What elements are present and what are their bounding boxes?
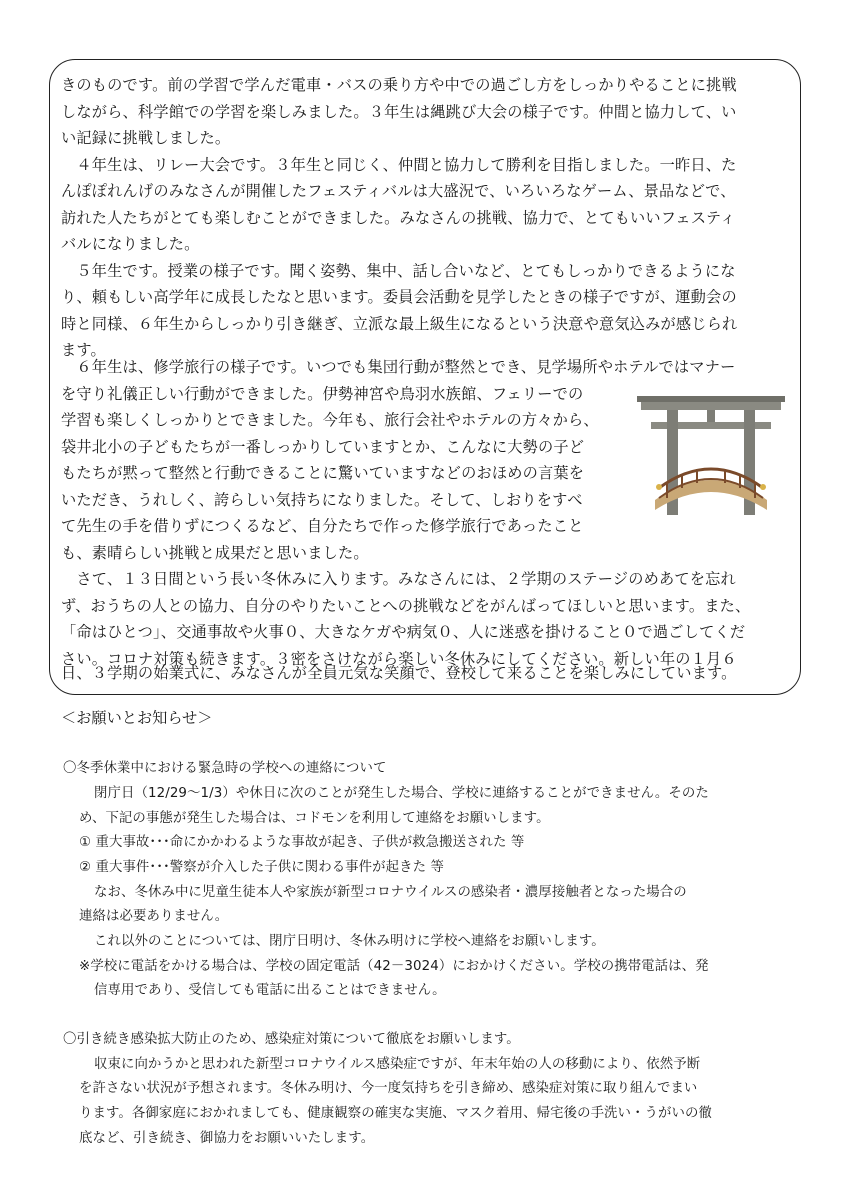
notice-line: ※学校に電話をかける場合は、学校の固定電話（42－3024）におかけください。学校の携帯電話は、発 [79,959,709,974]
letter-line: きのものです。前の学習で学んだ電車・バスの乗り方や中での過ごし方をしっかりやることに挑戦 [61,76,737,94]
notice-line: 〇引き続き感染拡大防止のため、感染症対策について徹底をお願いします。 [63,1032,520,1047]
letter-line: さて、１３日間という長い冬休みに入ります。みなさんには、２学期のステージのめあてを忘れ [61,570,736,588]
notice-line: ります。各御家庭におかれましても、健康観察の確実な実施、マスク着用、帰宅後の手洗い・うがいの徹 [79,1106,712,1121]
letter-line: も、素晴らしい挑戦と成果だと思いました。 [61,544,369,562]
letter-line: もたちが黙って整然と行動できることに驚いていますなどのおほめの言葉を [61,464,585,482]
notice-line: ② 重大事件･･･警察が介入した子供に関わる事件が起きた 等 [79,860,444,875]
notice-line: なお、冬休み中に児童生徒本人や家族が新型コロナウイルスの感染者・濃厚接触者となった場合の [94,885,687,900]
letter-line: さい。コロナ対策も続きます。３密をさけながら楽しい冬休みにしてください。新しい年の１月６ [61,650,737,668]
letter-line: ５年生です。授業の様子です。聞く姿勢、集中、話し合いなど、とてもしっかりできるようにな [61,262,736,280]
letter-line: いただき、うれしく、誇らしい気持ちになりました。そして、しおりをすべ [61,491,583,509]
letter-line: て先生の手を借りずにつくるなど、自分たちで作った修学旅行であったこと [61,517,584,535]
notice-line: ① 重大事故･･･命にかかわるような事故が起き、子供が救急搬送された 等 [79,835,525,850]
letter-line: い記録に挑戦しました。 [61,129,231,147]
notice-line: これ以外のことについては、閉庁日明け、冬休み明けに学校へ連絡をお願いします。 [94,934,605,949]
notice-line: め、下記の事態が発生した場合は、コドモンを利用して連絡をお願いします。 [79,811,550,826]
torii-bridge-illustration [637,388,785,528]
letter-line: 「命はひとつ」、交通事故や火事０、大きなケガや病気０、人に迷惑を掛けること０で過ごしてくだ [61,623,746,641]
letter-line: 袋井北小の子どもたちが一番しっかりしていますとか、こんなに大勢の子ど [61,438,585,456]
notice-line: 閉庁日（12/29～1/3）や休日に次のことが発生した場合、学校に連絡することができません。そのた [94,786,709,801]
letter-line: しながら、科学館での学習を楽しみました。３年生は縄跳び大会の様子です。仲間と協力して、い [61,103,737,121]
letter-line: んぽぽれんげのみなさんが開催したフェスティバルは大盛況で、いろいろなゲーム、景品などで、 [61,182,736,200]
letter-line: バルになりました。 [61,235,200,253]
letter-line: ４年生は、リレー大会です。３年生と同じく、仲間と協力して勝利を目指しました。一昨日、た [61,156,737,174]
notice-line: 信専用であり、受信しても電話に出ることはできません。 [94,983,446,998]
letter-line: り、頼もしい高学年に成長したなと思います。委員会活動を見学したときの様子ですが、運動会の [61,288,737,306]
notice-line: を許さない状況が予想されます。冬休み明け、今一度気持ちを引き締め、感染症対策に取り組んでまい [79,1081,698,1096]
letter-line: 学習も楽しくしっかりとできました。今年も、旅行会社やホテルの方々から、 [61,411,599,429]
letter-line: ず、おうちの人との協力、自分のやりたいことへの挑戦などをがんばってほしいと思います。また、 [61,597,751,615]
letter-line: ます。 [61,341,106,359]
letter-line: 時と同様、６年生からしっかり引き継ぎ、立派な最上級生になるという決意や意気込みが感じられ [61,315,738,333]
letter-line: 日、３学期の始業式に、みなさんが全員元気な笑顔で、登校して来ることを楽しみにしています。 [61,664,737,682]
notice-line: 〇冬季休業中における緊急時の学校への連絡について [63,761,387,776]
notice-line: 底など、引き続き、御協力をお願いいたします。 [79,1131,375,1146]
notice-line: 収束に向かうかと思われた新型コロナウイルス感染症ですが、年末年始の人の移動により、依然予断 [94,1057,701,1072]
letter-line: 訪れた人たちがとても楽しむことができました。みなさんの挑戦、協力で、とてもいいフェスティ [61,209,736,227]
notice-line: 連絡は必要ありません。 [79,909,229,924]
letter-line: を守り礼儀正しい行動ができました。伊勢神宮や鳥羽水族館、フェリーでの [61,385,584,403]
letter-line: ６年生は、修学旅行の様子です。いつでも集団行動が整然とでき、見学場所やホテルではマナー [61,358,736,376]
notice-heading: ＜お願いとお知らせ＞ [61,709,213,727]
